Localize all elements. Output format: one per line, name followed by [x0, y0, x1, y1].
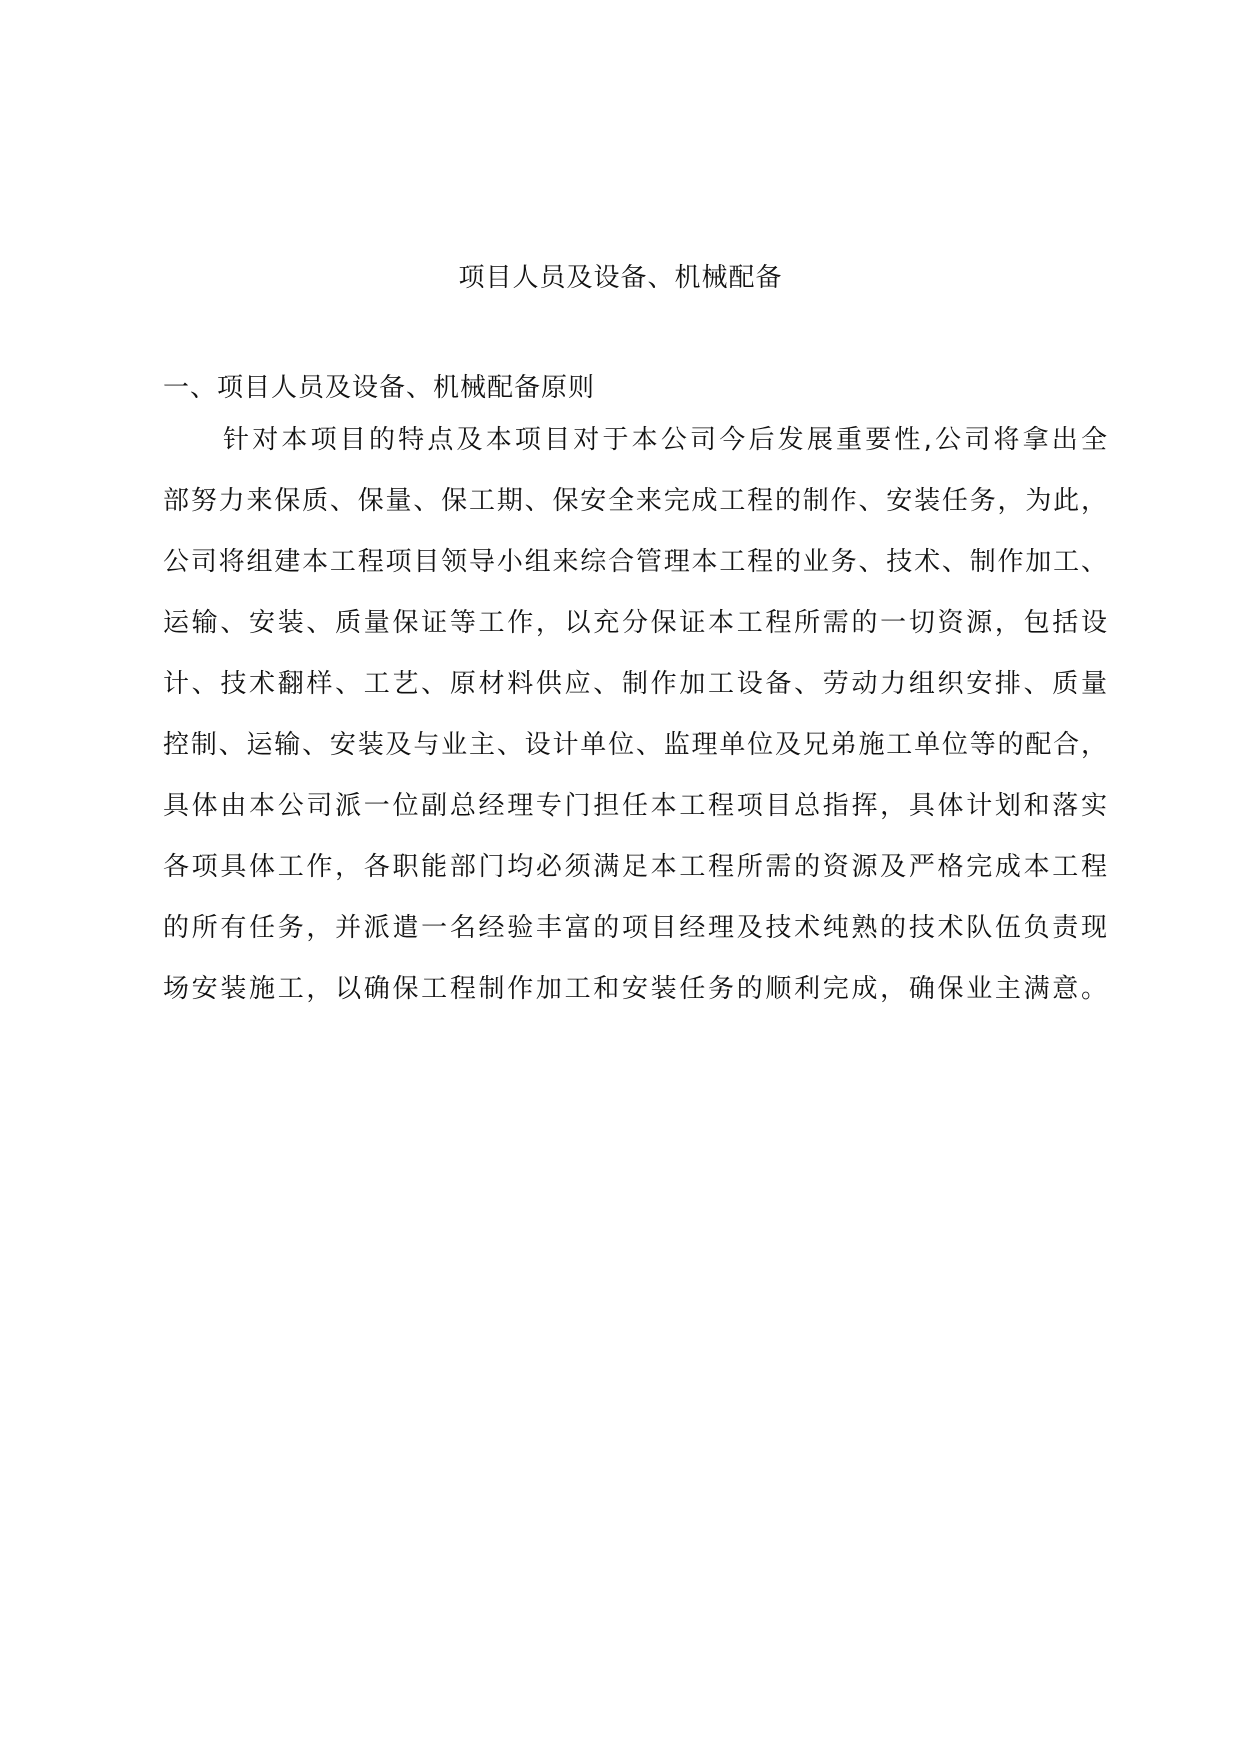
paragraph-line: 具体由本公司派一位副总经理专门担任本工程项目总指挥，具体计划和落实	[163, 791, 1107, 821]
paragraph-line: 控制、运输、安装及与业主、设计单位、监理单位及兄弟施工单位等的配合，	[163, 730, 1107, 760]
paragraph-line: 针对本项目的特点及本项目对于本公司今后发展重要性,公司将拿出全	[223, 425, 1107, 455]
section-heading: 一、项目人员及设备、机械配备原则	[163, 373, 596, 403]
paragraph-line: 计、技术翻样、工艺、原材料供应、制作加工设备、劳动力组织安排、质量	[163, 669, 1107, 699]
paragraph-line: 场安装施工，以确保工程制作加工和安装任务的顺利完成，确保业主满意。	[163, 974, 1107, 1004]
paragraph-line: 公司将组建本工程项目领导小组来综合管理本工程的业务、技术、制作加工、	[163, 547, 1107, 577]
paragraph-line: 运输、安装、质量保证等工作，以充分保证本工程所需的一切资源，包括设	[163, 608, 1107, 638]
paragraph-line: 的所有任务，并派遣一名经验丰富的项目经理及技术纯熟的技术队伍负责现	[163, 913, 1107, 943]
page-title: 项目人员及设备、机械配备	[458, 263, 783, 293]
body-paragraph	[163, 420, 1107, 1030]
paragraph-line: 部努力来保质、保量、保工期、保安全来完成工程的制作、安装任务，为此，	[163, 486, 1107, 516]
paragraph-line: 各项具体工作，各职能部门均必须满足本工程所需的资源及严格完成本工程	[163, 852, 1107, 882]
